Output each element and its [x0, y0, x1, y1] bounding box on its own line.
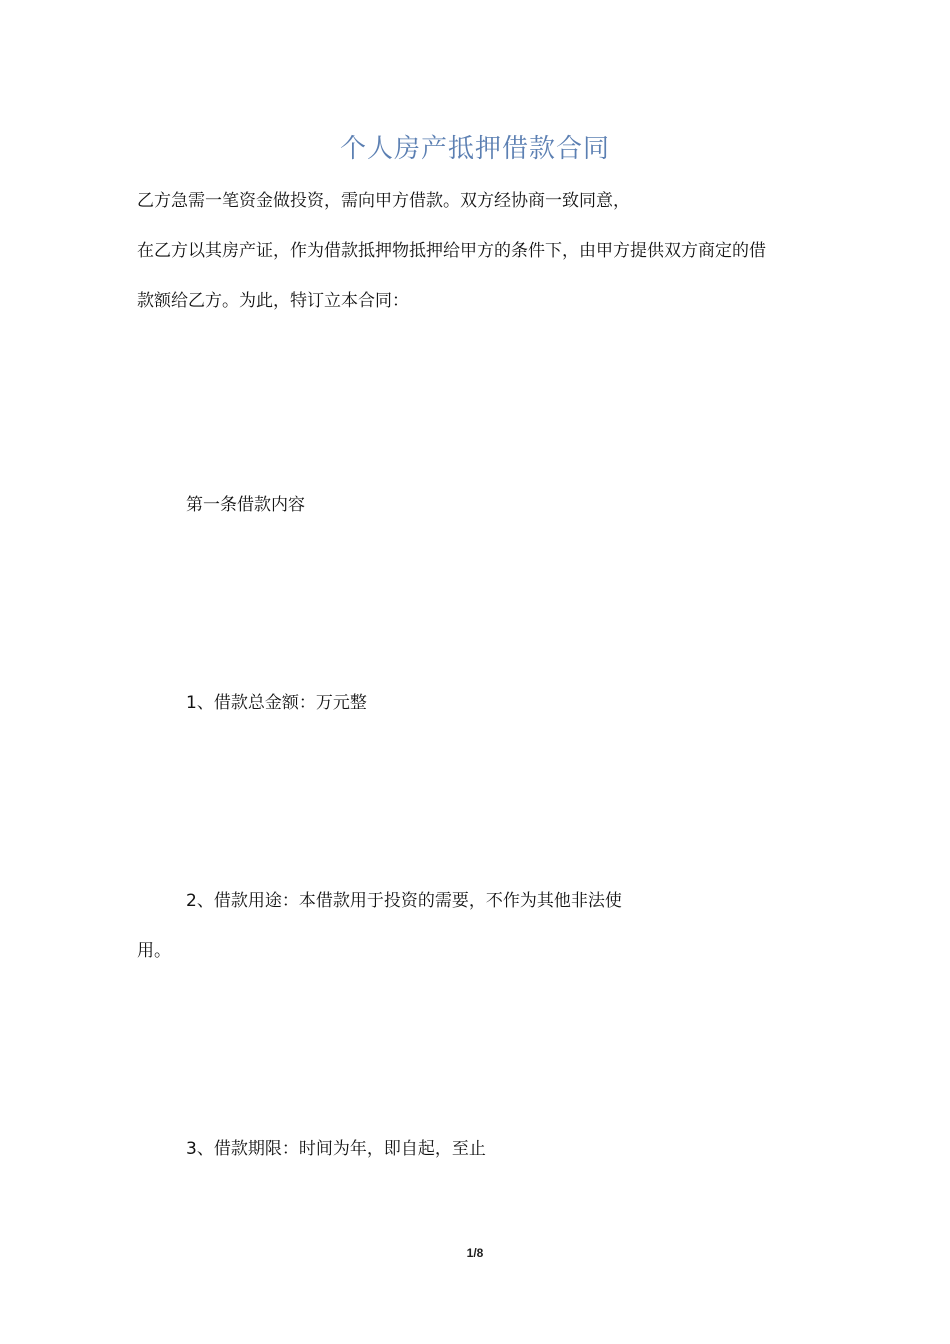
clause-item-2-line-2: 用。: [137, 941, 171, 961]
document-title: 个人房产抵押借款合同: [339, 134, 610, 164]
clause-item-2-line-1: 2、借款用途：本借款用于投资的需要，不作为其他非法使: [186, 891, 622, 911]
page-number: 1/8: [466, 1246, 484, 1260]
clause-item-1: 1、借款总金额：万元整: [186, 693, 367, 713]
intro-paragraph-line-2: 在乙方以其房产证，作为借款抵押物抵押给甲方的条件下，由甲方提供双方商定的借: [137, 241, 766, 261]
intro-paragraph-line-1: 乙方急需一笔资金做投资，需向甲方借款。双方经协商一致同意，: [137, 191, 630, 211]
clause-item-3: 3、借款期限：时间为年，即自起，至止: [186, 1139, 486, 1159]
intro-paragraph-line-3: 款额给乙方。为此，特订立本合同：: [137, 291, 409, 311]
section-heading: 第一条借款内容: [186, 495, 305, 515]
